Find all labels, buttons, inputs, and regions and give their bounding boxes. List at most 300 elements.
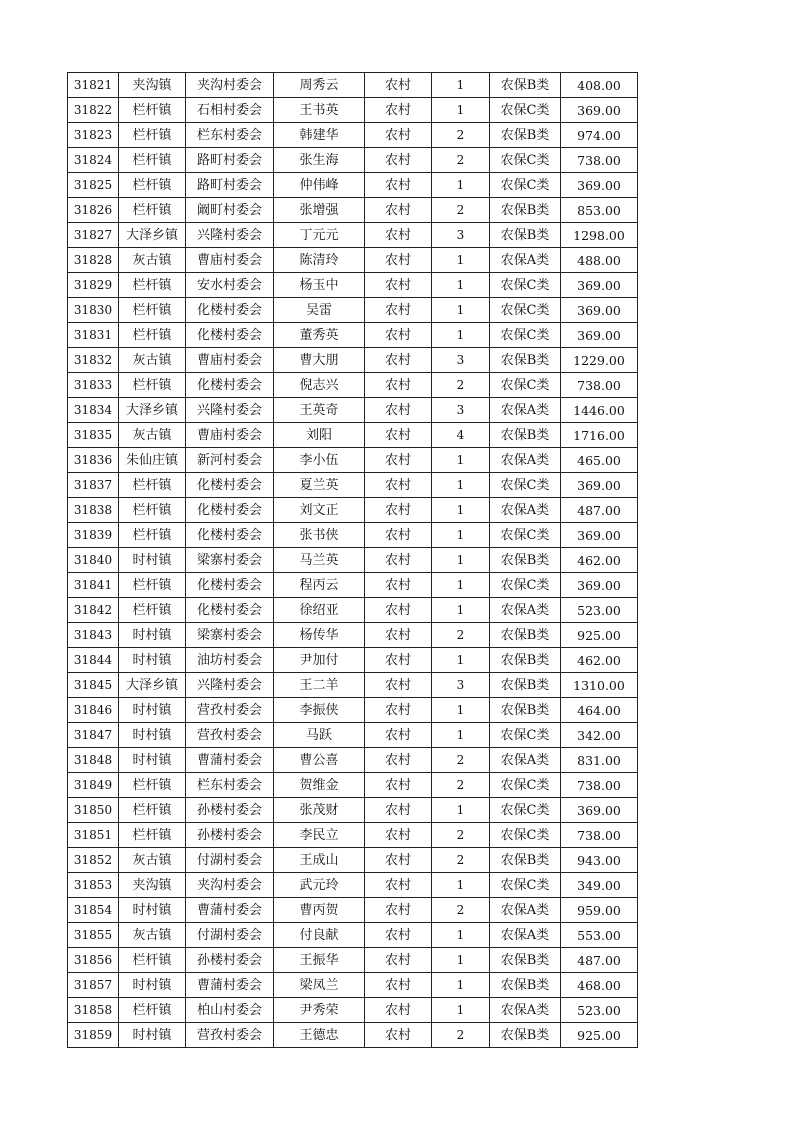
table-row: [68, 273, 638, 298]
cell-insurance-category: 农保C类: [490, 148, 561, 173]
cell-serial-number: 31843: [68, 623, 119, 648]
cell-household-size: 1: [432, 523, 490, 548]
cell-serial-number: 31850: [68, 798, 119, 823]
cell-amount: 369.00: [561, 98, 638, 123]
cell-serial-number: 31831: [68, 323, 119, 348]
cell-insurance-category: 农保B类: [490, 223, 561, 248]
table-row: [68, 148, 638, 173]
table-row: [68, 798, 638, 823]
cell-household-size: 1: [432, 548, 490, 573]
cell-village-committee: 栏东村委会: [186, 773, 274, 798]
table-row: [68, 523, 638, 548]
cell-person-name: 张增强: [274, 198, 365, 223]
cell-household-type: 农村: [365, 923, 432, 948]
cell-amount: 553.00: [561, 923, 638, 948]
cell-person-name: 马跃: [274, 723, 365, 748]
cell-amount: 738.00: [561, 148, 638, 173]
cell-village-committee: 化楼村委会: [186, 473, 274, 498]
cell-village-committee: 兴隆村委会: [186, 673, 274, 698]
cell-serial-number: 31848: [68, 748, 119, 773]
cell-household-size: 1: [432, 598, 490, 623]
cell-village-committee: 曹庙村委会: [186, 348, 274, 373]
cell-serial-number: 31844: [68, 648, 119, 673]
cell-household-type: 农村: [365, 1023, 432, 1048]
cell-village-committee: 路町村委会: [186, 173, 274, 198]
cell-amount: 488.00: [561, 248, 638, 273]
cell-person-name: 梁凤兰: [274, 973, 365, 998]
cell-household-size: 1: [432, 923, 490, 948]
cell-household-type: 农村: [365, 548, 432, 573]
cell-person-name: 尹秀荣: [274, 998, 365, 1023]
cell-insurance-category: 农保A类: [490, 923, 561, 948]
cell-village-committee: 付湖村委会: [186, 848, 274, 873]
cell-household-size: 2: [432, 823, 490, 848]
cell-village-committee: 阚町村委会: [186, 198, 274, 223]
records-body: [68, 73, 638, 1048]
cell-serial-number: 31845: [68, 673, 119, 698]
cell-household-size: 2: [432, 898, 490, 923]
cell-town: 夹沟镇: [119, 873, 186, 898]
cell-town: 大泽乡镇: [119, 223, 186, 248]
cell-village-committee: 曹蒲村委会: [186, 898, 274, 923]
table-row: [68, 773, 638, 798]
cell-household-type: 农村: [365, 948, 432, 973]
cell-town: 大泽乡镇: [119, 673, 186, 698]
cell-village-committee: 曹庙村委会: [186, 423, 274, 448]
cell-village-committee: 石相村委会: [186, 98, 274, 123]
table-row: [68, 1023, 638, 1048]
table-row: [68, 198, 638, 223]
cell-town: 夹沟镇: [119, 73, 186, 98]
cell-town: 灰古镇: [119, 848, 186, 873]
cell-serial-number: 31849: [68, 773, 119, 798]
cell-person-name: 尹加付: [274, 648, 365, 673]
cell-household-size: 1: [432, 298, 490, 323]
cell-town: 栏杆镇: [119, 123, 186, 148]
cell-amount: 1446.00: [561, 398, 638, 423]
cell-village-committee: 化楼村委会: [186, 323, 274, 348]
cell-household-size: 3: [432, 398, 490, 423]
table-row: [68, 323, 638, 348]
cell-village-committee: 新河村委会: [186, 448, 274, 473]
cell-insurance-category: 农保B类: [490, 348, 561, 373]
table-row: [68, 848, 638, 873]
cell-household-size: 1: [432, 723, 490, 748]
cell-insurance-category: 农保C类: [490, 773, 561, 798]
cell-person-name: 张书侠: [274, 523, 365, 548]
cell-household-size: 1: [432, 248, 490, 273]
cell-household-type: 农村: [365, 673, 432, 698]
cell-person-name: 王成山: [274, 848, 365, 873]
cell-insurance-category: 农保B类: [490, 548, 561, 573]
cell-village-committee: 栏东村委会: [186, 123, 274, 148]
cell-person-name: 倪志兴: [274, 373, 365, 398]
cell-household-size: 3: [432, 223, 490, 248]
table-row: [68, 448, 638, 473]
cell-town: 栏杆镇: [119, 473, 186, 498]
cell-insurance-category: 农保B类: [490, 648, 561, 673]
cell-household-type: 农村: [365, 698, 432, 723]
cell-household-type: 农村: [365, 323, 432, 348]
table-row: [68, 548, 638, 573]
cell-person-name: 周秀云: [274, 73, 365, 98]
cell-serial-number: 31823: [68, 123, 119, 148]
table-row: [68, 698, 638, 723]
cell-serial-number: 31840: [68, 548, 119, 573]
cell-insurance-category: 农保B类: [490, 73, 561, 98]
cell-town: 时村镇: [119, 548, 186, 573]
cell-person-name: 李民立: [274, 823, 365, 848]
cell-insurance-category: 农保C类: [490, 98, 561, 123]
cell-village-committee: 孙楼村委会: [186, 948, 274, 973]
cell-person-name: 王书英: [274, 98, 365, 123]
cell-serial-number: 31833: [68, 373, 119, 398]
cell-village-committee: 兴隆村委会: [186, 398, 274, 423]
cell-person-name: 付良献: [274, 923, 365, 948]
cell-household-size: 2: [432, 623, 490, 648]
cell-town: 大泽乡镇: [119, 398, 186, 423]
cell-amount: 523.00: [561, 998, 638, 1023]
cell-person-name: 李振侠: [274, 698, 365, 723]
cell-village-committee: 孙楼村委会: [186, 823, 274, 848]
cell-serial-number: 31857: [68, 973, 119, 998]
cell-town: 栏杆镇: [119, 198, 186, 223]
cell-insurance-category: 农保C类: [490, 473, 561, 498]
table-row: [68, 673, 638, 698]
cell-household-type: 农村: [365, 348, 432, 373]
cell-household-size: 1: [432, 973, 490, 998]
cell-amount: 369.00: [561, 523, 638, 548]
cell-household-type: 农村: [365, 473, 432, 498]
cell-person-name: 王英奇: [274, 398, 365, 423]
cell-town: 灰古镇: [119, 923, 186, 948]
cell-town: 朱仙庄镇: [119, 448, 186, 473]
table-row: [68, 648, 638, 673]
cell-household-type: 农村: [365, 248, 432, 273]
cell-amount: 465.00: [561, 448, 638, 473]
cell-town: 时村镇: [119, 898, 186, 923]
cell-town: 栏杆镇: [119, 148, 186, 173]
cell-insurance-category: 农保A类: [490, 898, 561, 923]
cell-household-type: 农村: [365, 73, 432, 98]
cell-amount: 369.00: [561, 173, 638, 198]
cell-household-type: 农村: [365, 823, 432, 848]
cell-town: 灰古镇: [119, 423, 186, 448]
cell-person-name: 杨玉中: [274, 273, 365, 298]
cell-town: 栏杆镇: [119, 98, 186, 123]
cell-serial-number: 31847: [68, 723, 119, 748]
cell-household-size: 2: [432, 148, 490, 173]
cell-serial-number: 31837: [68, 473, 119, 498]
cell-amount: 1310.00: [561, 673, 638, 698]
cell-household-type: 农村: [365, 873, 432, 898]
cell-person-name: 武元玲: [274, 873, 365, 898]
cell-person-name: 董秀英: [274, 323, 365, 348]
table-row: [68, 473, 638, 498]
cell-household-size: 4: [432, 423, 490, 448]
cell-amount: 738.00: [561, 823, 638, 848]
table-row: [68, 223, 638, 248]
cell-household-size: 1: [432, 998, 490, 1023]
records-table: [67, 72, 638, 1048]
cell-household-size: 2: [432, 1023, 490, 1048]
table-row: [68, 373, 638, 398]
cell-insurance-category: 农保B类: [490, 198, 561, 223]
cell-amount: 464.00: [561, 698, 638, 723]
cell-insurance-category: 农保A类: [490, 398, 561, 423]
cell-household-size: 2: [432, 123, 490, 148]
table-row: [68, 723, 638, 748]
table-row: [68, 498, 638, 523]
cell-household-type: 农村: [365, 298, 432, 323]
cell-person-name: 曹大朋: [274, 348, 365, 373]
cell-town: 时村镇: [119, 973, 186, 998]
cell-town: 时村镇: [119, 723, 186, 748]
cell-household-type: 农村: [365, 498, 432, 523]
cell-town: 栏杆镇: [119, 523, 186, 548]
cell-household-type: 农村: [365, 998, 432, 1023]
cell-serial-number: 31854: [68, 898, 119, 923]
cell-village-committee: 夹沟村委会: [186, 73, 274, 98]
cell-person-name: 曹公喜: [274, 748, 365, 773]
cell-village-committee: 路町村委会: [186, 148, 274, 173]
cell-household-type: 农村: [365, 273, 432, 298]
cell-household-size: 1: [432, 498, 490, 523]
cell-amount: 369.00: [561, 273, 638, 298]
cell-town: 栏杆镇: [119, 273, 186, 298]
cell-village-committee: 柏山村委会: [186, 998, 274, 1023]
cell-insurance-category: 农保C类: [490, 273, 561, 298]
cell-village-committee: 营孜村委会: [186, 1023, 274, 1048]
cell-village-committee: 曹蒲村委会: [186, 973, 274, 998]
cell-amount: 738.00: [561, 373, 638, 398]
cell-insurance-category: 农保C类: [490, 573, 561, 598]
cell-village-committee: 化楼村委会: [186, 298, 274, 323]
cell-household-size: 1: [432, 323, 490, 348]
cell-household-size: 2: [432, 848, 490, 873]
cell-town: 时村镇: [119, 623, 186, 648]
cell-amount: 853.00: [561, 198, 638, 223]
cell-insurance-category: 农保B类: [490, 948, 561, 973]
cell-household-type: 农村: [365, 398, 432, 423]
cell-household-size: 1: [432, 473, 490, 498]
cell-household-type: 农村: [365, 798, 432, 823]
cell-town: 栏杆镇: [119, 823, 186, 848]
table-row: [68, 948, 638, 973]
cell-town: 栏杆镇: [119, 573, 186, 598]
cell-insurance-category: 农保B类: [490, 123, 561, 148]
table-row: [68, 823, 638, 848]
cell-serial-number: 31841: [68, 573, 119, 598]
cell-insurance-category: 农保C类: [490, 798, 561, 823]
cell-household-size: 2: [432, 748, 490, 773]
table-row: [68, 123, 638, 148]
cell-insurance-category: 农保A类: [490, 748, 561, 773]
table-row: [68, 173, 638, 198]
cell-household-size: 1: [432, 448, 490, 473]
cell-serial-number: 31834: [68, 398, 119, 423]
cell-serial-number: 31832: [68, 348, 119, 373]
cell-amount: 462.00: [561, 648, 638, 673]
cell-person-name: 王德忠: [274, 1023, 365, 1048]
cell-insurance-category: 农保C类: [490, 523, 561, 548]
cell-household-type: 农村: [365, 573, 432, 598]
cell-serial-number: 31830: [68, 298, 119, 323]
cell-amount: 738.00: [561, 773, 638, 798]
table-row: [68, 598, 638, 623]
cell-person-name: 仲伟峰: [274, 173, 365, 198]
cell-serial-number: 31835: [68, 423, 119, 448]
cell-insurance-category: 农保A类: [490, 248, 561, 273]
cell-amount: 974.00: [561, 123, 638, 148]
cell-village-committee: 夹沟村委会: [186, 873, 274, 898]
cell-town: 栏杆镇: [119, 598, 186, 623]
cell-insurance-category: 农保B类: [490, 698, 561, 723]
cell-insurance-category: 农保B类: [490, 423, 561, 448]
cell-serial-number: 31858: [68, 998, 119, 1023]
cell-town: 栏杆镇: [119, 323, 186, 348]
table-row: [68, 73, 638, 98]
cell-amount: 349.00: [561, 873, 638, 898]
cell-person-name: 马兰英: [274, 548, 365, 573]
cell-amount: 1298.00: [561, 223, 638, 248]
cell-serial-number: 31846: [68, 698, 119, 723]
cell-person-name: 丁元元: [274, 223, 365, 248]
cell-town: 栏杆镇: [119, 173, 186, 198]
cell-household-type: 农村: [365, 148, 432, 173]
cell-household-size: 1: [432, 648, 490, 673]
cell-amount: 1229.00: [561, 348, 638, 373]
cell-serial-number: 31859: [68, 1023, 119, 1048]
table-row: [68, 98, 638, 123]
cell-household-type: 农村: [365, 423, 432, 448]
cell-amount: 408.00: [561, 73, 638, 98]
cell-household-size: 1: [432, 73, 490, 98]
cell-person-name: 张茂财: [274, 798, 365, 823]
cell-village-committee: 兴隆村委会: [186, 223, 274, 248]
cell-household-size: 3: [432, 673, 490, 698]
cell-amount: 1716.00: [561, 423, 638, 448]
table-row: [68, 248, 638, 273]
cell-serial-number: 31853: [68, 873, 119, 898]
cell-person-name: 韩建华: [274, 123, 365, 148]
table-row: [68, 423, 638, 448]
cell-person-name: 程丙云: [274, 573, 365, 598]
cell-household-type: 农村: [365, 623, 432, 648]
cell-insurance-category: 农保C类: [490, 723, 561, 748]
cell-household-size: 2: [432, 198, 490, 223]
table-row: [68, 348, 638, 373]
cell-person-name: 杨传华: [274, 623, 365, 648]
cell-serial-number: 31821: [68, 73, 119, 98]
cell-insurance-category: 农保B类: [490, 848, 561, 873]
cell-household-size: 1: [432, 173, 490, 198]
cell-household-type: 农村: [365, 973, 432, 998]
cell-person-name: 张生海: [274, 148, 365, 173]
cell-household-size: 1: [432, 798, 490, 823]
cell-household-size: 3: [432, 348, 490, 373]
cell-town: 灰古镇: [119, 248, 186, 273]
cell-insurance-category: 农保C类: [490, 823, 561, 848]
cell-town: 栏杆镇: [119, 798, 186, 823]
cell-amount: 369.00: [561, 298, 638, 323]
cell-household-type: 农村: [365, 773, 432, 798]
cell-amount: 487.00: [561, 498, 638, 523]
cell-amount: 831.00: [561, 748, 638, 773]
table-row: [68, 298, 638, 323]
cell-village-committee: 化楼村委会: [186, 598, 274, 623]
cell-person-name: 刘文正: [274, 498, 365, 523]
cell-serial-number: 31856: [68, 948, 119, 973]
cell-town: 栏杆镇: [119, 773, 186, 798]
cell-serial-number: 31842: [68, 598, 119, 623]
cell-person-name: 陈清玲: [274, 248, 365, 273]
table-row: [68, 998, 638, 1023]
cell-village-committee: 营孜村委会: [186, 698, 274, 723]
cell-amount: 468.00: [561, 973, 638, 998]
cell-household-size: 1: [432, 948, 490, 973]
cell-serial-number: 31852: [68, 848, 119, 873]
cell-town: 时村镇: [119, 648, 186, 673]
cell-town: 栏杆镇: [119, 373, 186, 398]
cell-village-committee: 化楼村委会: [186, 573, 274, 598]
cell-amount: 925.00: [561, 623, 638, 648]
table-row: [68, 923, 638, 948]
cell-village-committee: 化楼村委会: [186, 523, 274, 548]
cell-household-type: 农村: [365, 223, 432, 248]
cell-serial-number: 31838: [68, 498, 119, 523]
cell-serial-number: 31851: [68, 823, 119, 848]
cell-person-name: 夏兰英: [274, 473, 365, 498]
cell-insurance-category: 农保B类: [490, 1023, 561, 1048]
cell-serial-number: 31824: [68, 148, 119, 173]
cell-household-type: 农村: [365, 198, 432, 223]
cell-household-type: 农村: [365, 898, 432, 923]
table-row: [68, 398, 638, 423]
cell-town: 时村镇: [119, 748, 186, 773]
cell-town: 时村镇: [119, 698, 186, 723]
cell-person-name: 王振华: [274, 948, 365, 973]
cell-amount: 925.00: [561, 1023, 638, 1048]
table-row: [68, 573, 638, 598]
cell-household-size: 1: [432, 873, 490, 898]
cell-insurance-category: 农保C类: [490, 173, 561, 198]
cell-serial-number: 31825: [68, 173, 119, 198]
cell-town: 栏杆镇: [119, 498, 186, 523]
cell-serial-number: 31855: [68, 923, 119, 948]
cell-amount: 369.00: [561, 323, 638, 348]
cell-amount: 462.00: [561, 548, 638, 573]
cell-village-committee: 化楼村委会: [186, 498, 274, 523]
cell-serial-number: 31839: [68, 523, 119, 548]
cell-insurance-category: 农保A类: [490, 498, 561, 523]
cell-household-type: 农村: [365, 648, 432, 673]
cell-household-type: 农村: [365, 523, 432, 548]
cell-amount: 487.00: [561, 948, 638, 973]
cell-person-name: 曹丙贺: [274, 898, 365, 923]
cell-person-name: 李小伍: [274, 448, 365, 473]
cell-serial-number: 31828: [68, 248, 119, 273]
cell-serial-number: 31827: [68, 223, 119, 248]
cell-amount: 523.00: [561, 598, 638, 623]
cell-town: 栏杆镇: [119, 298, 186, 323]
cell-village-committee: 安水村委会: [186, 273, 274, 298]
cell-household-size: 1: [432, 698, 490, 723]
cell-serial-number: 31826: [68, 198, 119, 223]
cell-household-size: 2: [432, 373, 490, 398]
table-row: [68, 623, 638, 648]
cell-household-type: 农村: [365, 123, 432, 148]
